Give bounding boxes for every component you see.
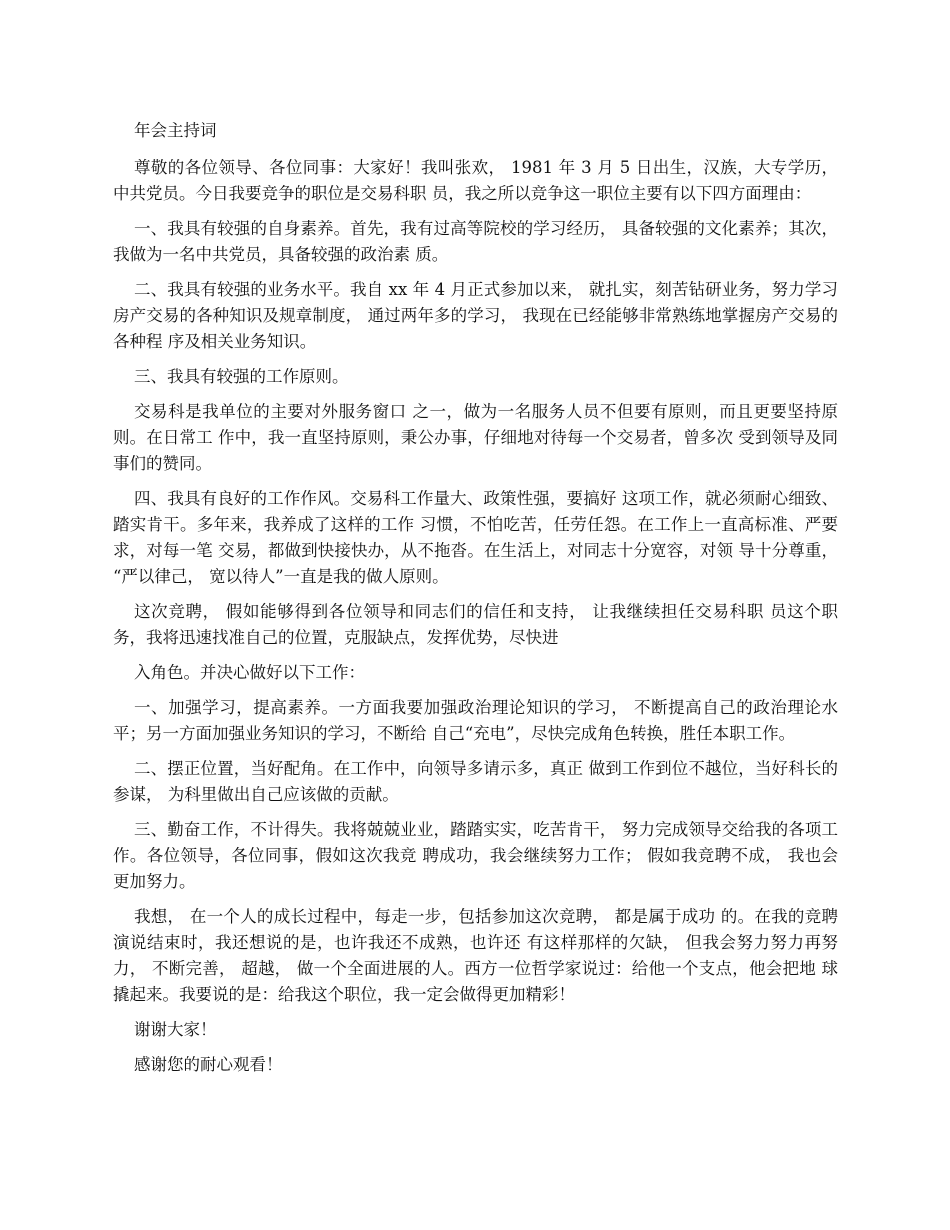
paragraph-greeting-intro: 尊敬的各位领导、各位同事：大家好！我叫张欢， 1981 年 3 月 5 日出生，汉族，大专学历，中共党员。今日我要竞争的职位是交易科职 员，我之所以竞争这一职位主要有以下四方面理由：: [113, 158, 838, 203]
document-page: [113, 118, 838, 1087]
paragraph-reason-3-heading: 三、我具有较强的工作原则。: [133, 367, 349, 386]
paragraph-plan-2: 二、摆正位置，当好配角。在工作中，向领导多请示多，真正 做到工作到位不越位，当好科长的参谋， 为科里做出自己应该做的贡献。: [113, 759, 838, 804]
paragraph-footer-thanks: 感谢您的耐心观看！: [133, 1055, 283, 1074]
paragraph-plan-1: 一、加强学习，提高素养。一方面我要加强政治理论知识的学习， 不断提高自己的政治理论水平；另一方面加强业务知识的学习，不断给 自己“充电”，尽快完成角色转换，胜任本职工作。: [113, 698, 838, 743]
paragraph-commitment-cont: 入角色。并决心做好以下工作：: [133, 663, 365, 682]
paragraph-closing: 我想， 在一个人的成长过程中，每走一步，包括参加这次竞聘， 都是属于成功 的。在我的竞聘演说结束时，我还想说的是，也许我还不成熟，也许还 有这样那样的欠缺， 但我会努力努力再努力， 不断完善， 超越， 做一个全面进展的人。西方一位哲学家说过：给他一个支点，他会把地 球撬起来。我要说的是：给我这个职位，我一定会做得更加精彩！: [113, 907, 838, 1004]
paragraph-thanks: 谢谢大家！: [133, 1020, 217, 1039]
paragraph-reason-1: 一、我具有较强的自身素养。首先，我有过高等院校的学习经历， 具备较强的文化素养；其次，我做为一名中共党员，具备较强的政治素 质。: [113, 219, 838, 264]
paragraph-plan-3: 三、勤奋工作，不计得失。我将兢兢业业，踏踏实实，吃苦肯干， 努力完成领导交给我的各项工作。各位领导，各位同事，假如这次我竞 聘成功，我会继续努力工作； 假如我竞聘不成， 我也会更加努力。: [113, 820, 838, 891]
paragraph-reason-4: 四、我具有良好的工作作风。交易科工作量大、政策性强，要搞好 这项工作，就必须耐心细致、踏实肯干。多年来，我养成了这样的工作 习惯，不怕吃苦，任劳任怨。在工作上一直高标准、严要求，对每一笔 交易，都做到快接快办，从不拖沓。在生活上，对同志十分宽容，对领 导十分尊重， “严以律己， 宽以待人”一直是我的做人原则。: [113, 489, 838, 586]
paragraph-reason-3-body: 交易科是我单位的主要对外服务窗口 之一，做为一名服务人员不但要有原则，而且更要坚持原则。在日常工 作中，我一直坚持原则，秉公办事，仔细地对待每一个交易者，曾多次 受到领导及同事们的赞同。: [113, 402, 838, 473]
paragraph-commitment: 这次竞聘， 假如能够得到各位领导和同志们的信任和支持， 让我继续担任交易科职 员这个职务，我将迅速找准自己的位置，克服缺点，发挥优势，尽快进: [113, 602, 838, 647]
paragraph-reason-2: 二、我具有较强的业务水平。我自 xx 年 4 月正式参加以来， 就扎实，刻苦钻研业务，努力学习房产交易的各种知识及规章制度， 通过两年多的学习， 我现在已经能够非常熟练地掌握房产交易的各种程 序及相关业务知识。: [113, 280, 838, 351]
document-title: 年会主持词: [133, 121, 217, 140]
